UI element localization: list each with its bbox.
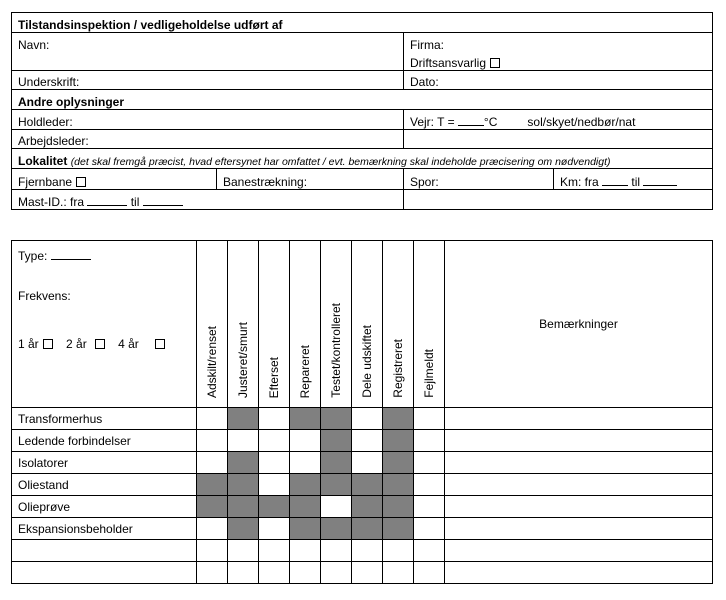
na-cell bbox=[383, 518, 414, 540]
row-label: Oliestand bbox=[12, 474, 197, 496]
arbejdsleder-field[interactable]: Arbejdsleder: bbox=[12, 130, 404, 149]
check-cell[interactable] bbox=[383, 562, 414, 584]
check-cell[interactable] bbox=[290, 562, 321, 584]
freq-4-checkbox[interactable] bbox=[155, 339, 165, 349]
check-cell[interactable] bbox=[259, 430, 290, 452]
remarks-cell[interactable] bbox=[445, 562, 713, 584]
check-cell[interactable] bbox=[352, 452, 383, 474]
remarks-cell[interactable] bbox=[445, 408, 713, 430]
km-fra-blank[interactable] bbox=[602, 175, 628, 186]
na-cell bbox=[197, 474, 228, 496]
column-header bbox=[352, 241, 383, 408]
na-cell bbox=[321, 430, 352, 452]
check-cell[interactable] bbox=[414, 452, 445, 474]
mast-id-field[interactable] bbox=[12, 190, 404, 210]
check-cell[interactable] bbox=[321, 496, 352, 518]
check-cell[interactable] bbox=[290, 430, 321, 452]
temperature-blank[interactable] bbox=[458, 115, 484, 126]
check-cell[interactable] bbox=[352, 562, 383, 584]
check-cell[interactable] bbox=[321, 562, 352, 584]
type-field[interactable] bbox=[18, 249, 196, 263]
na-cell bbox=[228, 408, 259, 430]
check-cell[interactable] bbox=[290, 452, 321, 474]
type-label: Type: bbox=[18, 249, 48, 263]
km-field[interactable] bbox=[554, 169, 713, 190]
frekvens-label: Frekvens: bbox=[18, 289, 71, 303]
remarks-cell[interactable] bbox=[445, 430, 713, 452]
column-header bbox=[321, 241, 352, 408]
check-cell[interactable] bbox=[259, 452, 290, 474]
navn-field[interactable]: Navn: bbox=[12, 33, 404, 52]
column-header-label: Repareret bbox=[298, 344, 312, 398]
column-header-label: Dele udskiftet bbox=[360, 325, 374, 398]
km-fra-label: Km: fra bbox=[560, 175, 599, 189]
column-header bbox=[259, 241, 290, 408]
holdleder-field[interactable]: Holdleder: bbox=[12, 110, 404, 130]
remarks-cell[interactable] bbox=[445, 474, 713, 496]
na-cell bbox=[383, 496, 414, 518]
freq-1-label: 1 år bbox=[18, 337, 39, 351]
column-header bbox=[197, 241, 228, 408]
na-cell bbox=[321, 408, 352, 430]
km-til-label: til bbox=[631, 175, 641, 189]
na-cell bbox=[290, 408, 321, 430]
check-cell[interactable] bbox=[228, 562, 259, 584]
table-row bbox=[12, 562, 713, 584]
table-row bbox=[12, 408, 713, 430]
na-cell bbox=[228, 496, 259, 518]
na-cell bbox=[228, 474, 259, 496]
km-til-blank[interactable] bbox=[643, 175, 677, 186]
temperature-unit: °C bbox=[483, 115, 498, 129]
row-label: Ledende forbindelser bbox=[12, 430, 197, 452]
na-cell bbox=[383, 452, 414, 474]
row-label: Olieprøve bbox=[12, 496, 197, 518]
freq-2-label: 2 år bbox=[66, 337, 87, 351]
check-cell[interactable] bbox=[414, 496, 445, 518]
remarks-cell[interactable] bbox=[445, 540, 713, 562]
type-frequency-cell bbox=[12, 241, 197, 408]
column-header bbox=[383, 241, 414, 408]
row-label: Ekspansionsbeholder bbox=[12, 518, 197, 540]
mast-til-blank[interactable] bbox=[143, 195, 183, 206]
column-header-label: Justeret/smurt bbox=[236, 321, 250, 398]
check-cell[interactable] bbox=[197, 408, 228, 430]
check-cell[interactable] bbox=[259, 540, 290, 562]
check-cell[interactable] bbox=[352, 430, 383, 452]
na-cell bbox=[383, 408, 414, 430]
frequency-options bbox=[18, 337, 196, 351]
column-header-label: Registreret bbox=[391, 339, 405, 398]
table-row bbox=[12, 496, 713, 518]
freq-1-checkbox[interactable] bbox=[43, 339, 53, 349]
row-label: Isolatorer bbox=[12, 452, 197, 474]
lokalitet-note: (det skal fremgå præcist, hvad eftersynet har omfattet / evt. bemærkning skal indeholde præcisering om nødvendigt) bbox=[70, 156, 611, 168]
na-cell bbox=[352, 474, 383, 496]
check-cell[interactable] bbox=[228, 430, 259, 452]
remarks-cell[interactable] bbox=[445, 518, 713, 540]
column-header bbox=[290, 241, 321, 408]
na-cell bbox=[290, 474, 321, 496]
check-cell[interactable] bbox=[352, 540, 383, 562]
column-header-label: Adskilt/renset bbox=[205, 325, 219, 398]
check-cell[interactable] bbox=[259, 518, 290, 540]
check-cell[interactable] bbox=[414, 518, 445, 540]
spor-field[interactable]: Spor: bbox=[404, 169, 554, 190]
row-label: Transformerhus bbox=[12, 408, 197, 430]
check-cell[interactable] bbox=[414, 540, 445, 562]
underskrift-field[interactable]: Underskrift: bbox=[12, 71, 404, 90]
mast-til-label: til bbox=[130, 195, 140, 209]
na-cell bbox=[321, 518, 352, 540]
na-cell bbox=[290, 518, 321, 540]
freq-4-label: 4 år bbox=[118, 337, 139, 351]
check-cell[interactable] bbox=[259, 562, 290, 584]
vejr-field[interactable] bbox=[404, 110, 713, 130]
row-label bbox=[12, 562, 197, 584]
weather-conditions: sol/skyet/nedbør/nat bbox=[527, 115, 636, 129]
vejr-label: Vejr: T = bbox=[410, 115, 458, 129]
na-cell bbox=[321, 474, 352, 496]
remarks-cell[interactable] bbox=[445, 452, 713, 474]
check-cell[interactable] bbox=[197, 562, 228, 584]
check-cell[interactable] bbox=[259, 408, 290, 430]
column-header-label: Efterset bbox=[267, 356, 281, 398]
na-cell bbox=[290, 496, 321, 518]
check-cell[interactable] bbox=[197, 518, 228, 540]
check-cell[interactable] bbox=[259, 474, 290, 496]
check-cell[interactable] bbox=[414, 562, 445, 584]
check-cell[interactable] bbox=[414, 408, 445, 430]
check-cell[interactable] bbox=[352, 408, 383, 430]
na-cell bbox=[383, 430, 414, 452]
check-cell[interactable] bbox=[228, 540, 259, 562]
check-cell[interactable] bbox=[383, 540, 414, 562]
na-cell bbox=[352, 496, 383, 518]
column-header-label: Testet/kontrolleret bbox=[329, 303, 343, 398]
firma-field[interactable]: Firma: bbox=[404, 33, 713, 52]
check-cell[interactable] bbox=[290, 540, 321, 562]
checklist-table bbox=[11, 240, 713, 584]
na-cell bbox=[352, 518, 383, 540]
inspection-info-table bbox=[11, 12, 713, 210]
lokalitet-row bbox=[12, 149, 713, 169]
na-cell bbox=[197, 496, 228, 518]
table-row bbox=[12, 540, 713, 562]
row-label bbox=[12, 540, 197, 562]
check-cell[interactable] bbox=[197, 452, 228, 474]
andre-oplysninger-heading: Andre oplysninger bbox=[12, 90, 713, 110]
check-cell[interactable] bbox=[414, 430, 445, 452]
fjernbane-cell bbox=[12, 169, 217, 190]
arbejdsleder-blank[interactable] bbox=[404, 130, 713, 149]
fjernbane-label: Fjernbane bbox=[18, 175, 73, 189]
navn-field-blank[interactable] bbox=[12, 52, 404, 71]
column-header bbox=[228, 241, 259, 408]
remarks-cell[interactable] bbox=[445, 496, 713, 518]
remarks-header: Bemærkninger bbox=[445, 241, 713, 408]
driftsansvarlig-label: Driftsansvarlig bbox=[410, 56, 487, 70]
na-cell bbox=[259, 496, 290, 518]
dato-field[interactable]: Dato: bbox=[404, 71, 713, 90]
type-blank[interactable] bbox=[51, 249, 91, 260]
na-cell bbox=[228, 518, 259, 540]
mast-fra-blank[interactable] bbox=[87, 195, 127, 206]
mast-id-blank[interactable] bbox=[404, 190, 713, 210]
driftsansvarlig-cell bbox=[404, 52, 713, 71]
na-cell bbox=[383, 474, 414, 496]
table-row bbox=[12, 474, 713, 496]
na-cell bbox=[228, 452, 259, 474]
form-title: Tilstandsinspektion / vedligeholdelse udført af bbox=[12, 13, 713, 33]
banestraekning-field[interactable]: Banestrækning: bbox=[217, 169, 404, 190]
fjernbane-checkbox[interactable] bbox=[76, 177, 86, 187]
table-row bbox=[12, 430, 713, 452]
freq-2-checkbox[interactable] bbox=[95, 339, 105, 349]
check-cell[interactable] bbox=[197, 540, 228, 562]
check-cell[interactable] bbox=[414, 474, 445, 496]
driftsansvarlig-checkbox[interactable] bbox=[490, 58, 500, 68]
column-header-label: Fejlmeldt bbox=[422, 349, 436, 398]
na-cell bbox=[321, 452, 352, 474]
mast-fra-label: Mast-ID.: fra bbox=[18, 195, 85, 209]
table-row bbox=[12, 452, 713, 474]
table-row bbox=[12, 518, 713, 540]
check-cell[interactable] bbox=[197, 430, 228, 452]
lokalitet-heading: Lokalitet bbox=[18, 154, 68, 168]
check-cell[interactable] bbox=[321, 540, 352, 562]
column-header bbox=[414, 241, 445, 408]
